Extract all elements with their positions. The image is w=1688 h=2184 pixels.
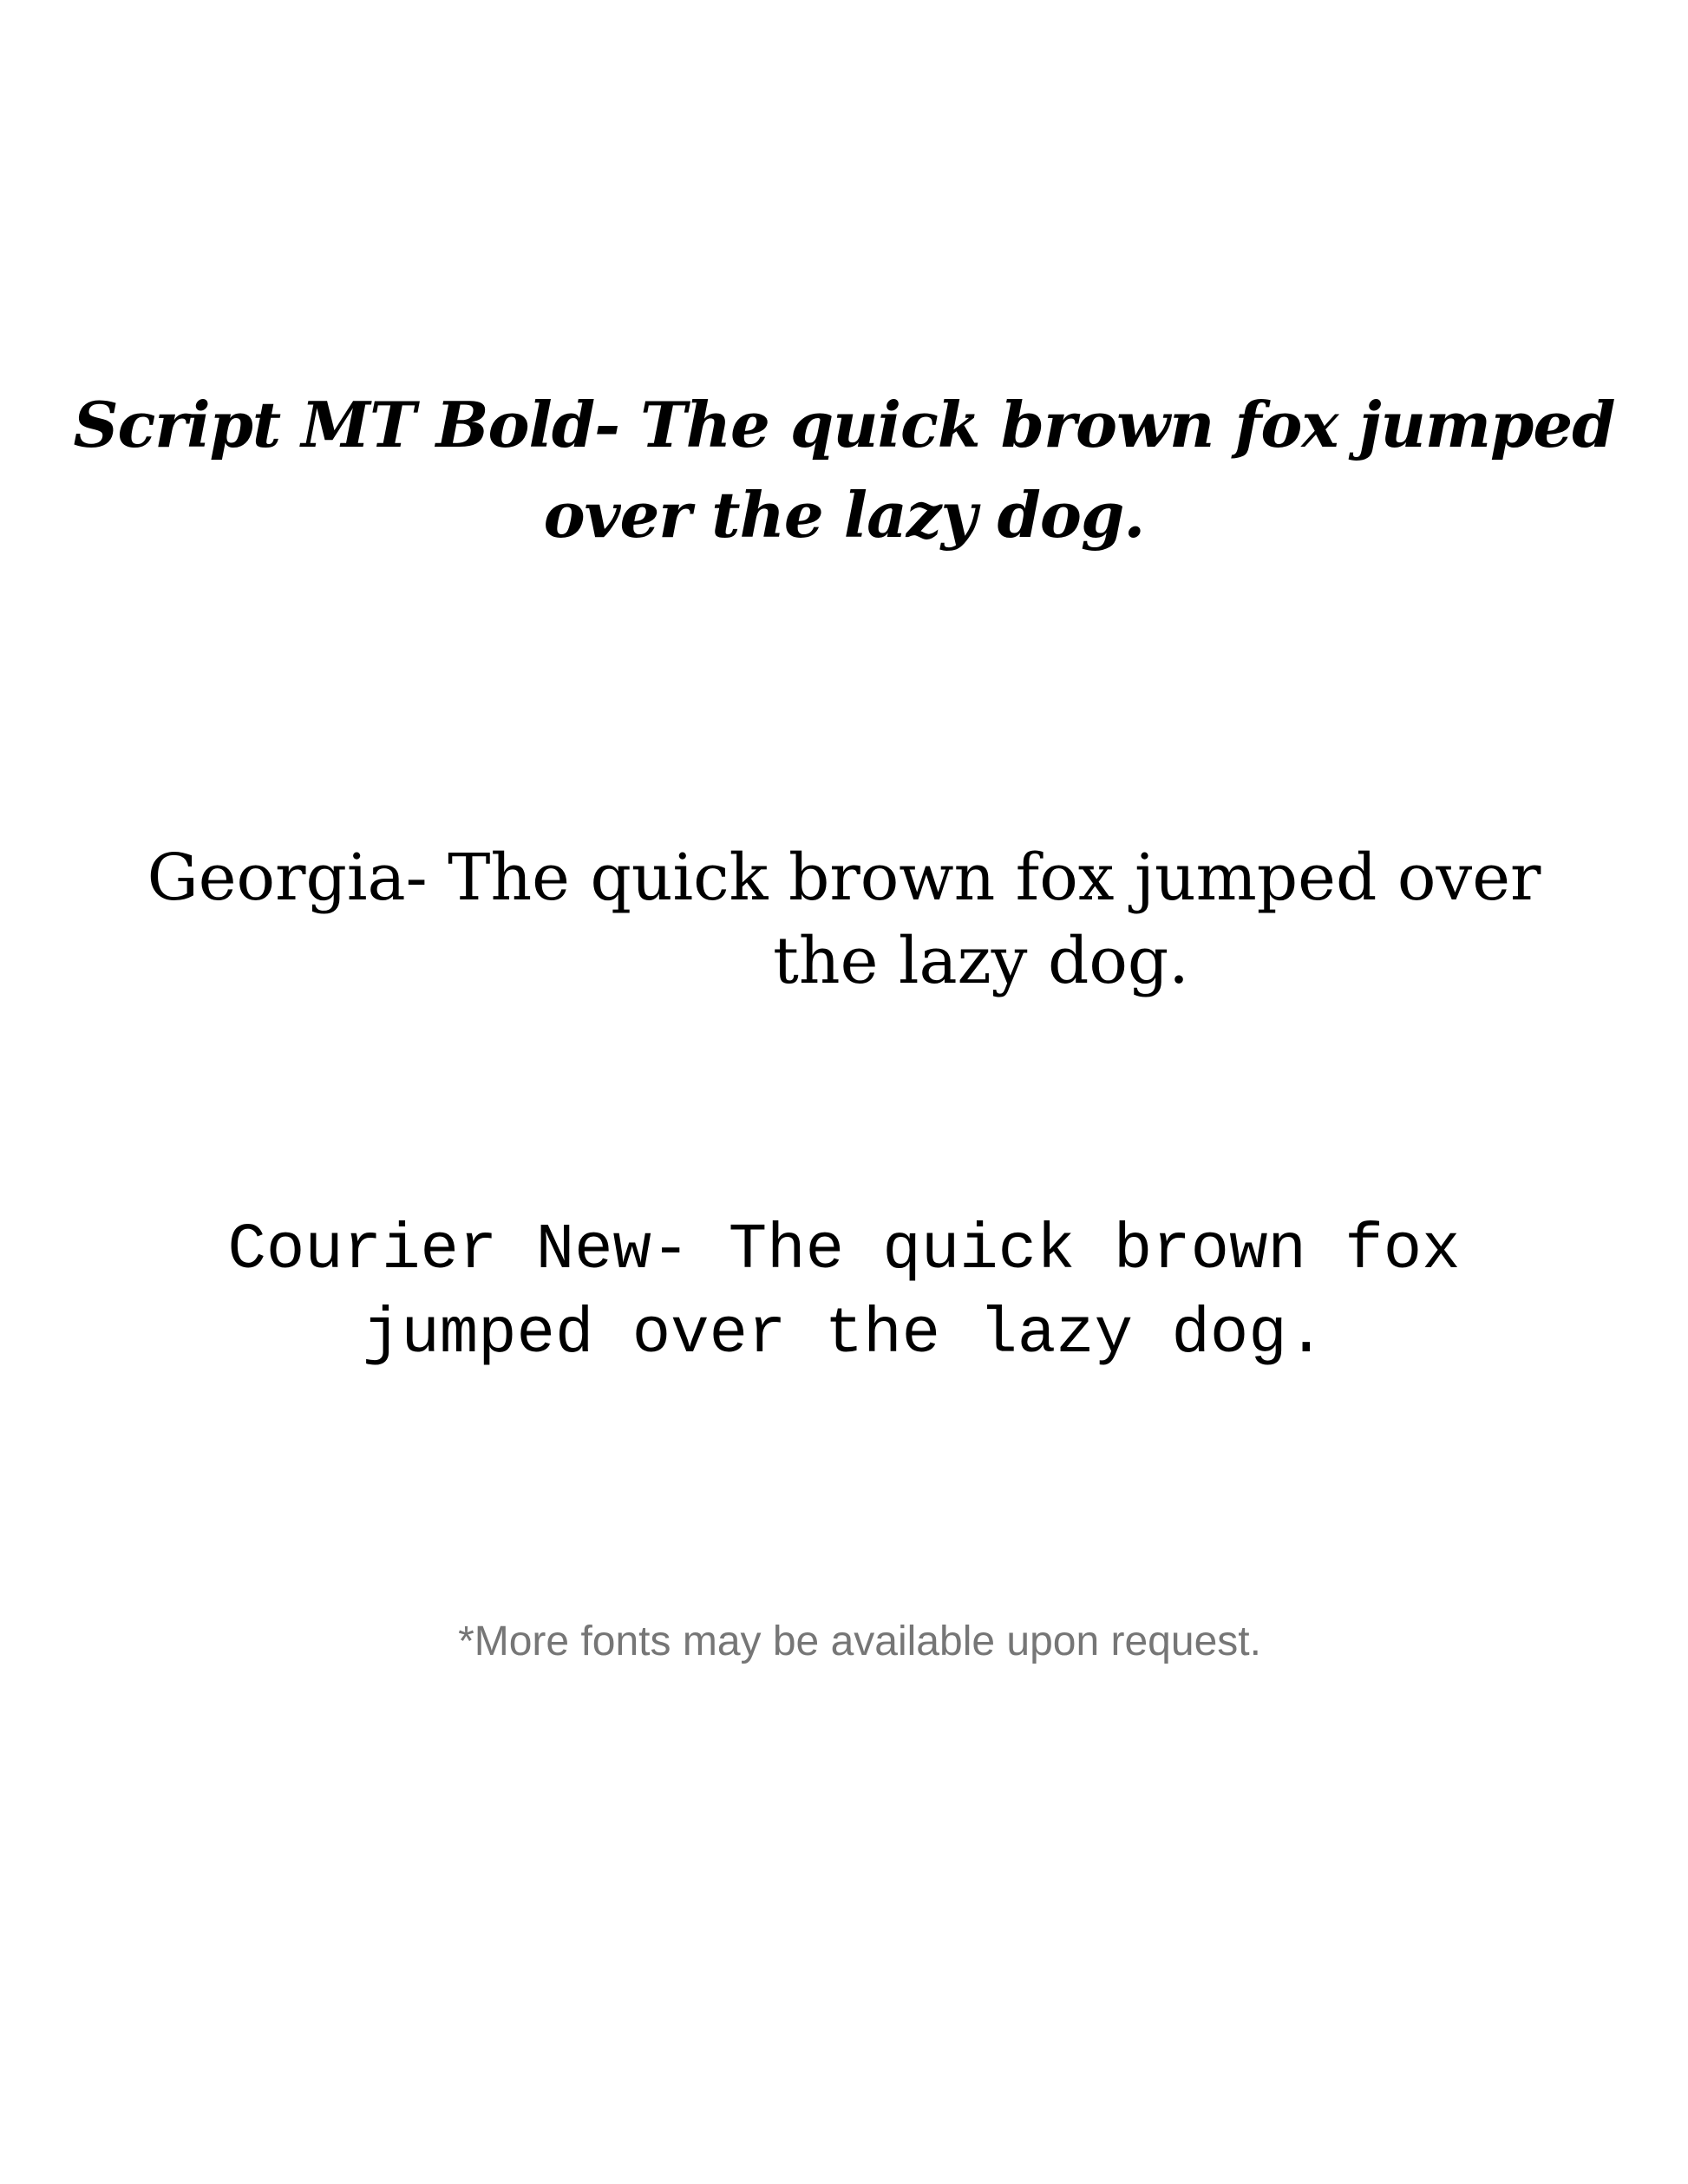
font-sample-georgia [0,836,1688,1003]
georgia-sample-line-2: the lazy dog. [773,924,1189,998]
more-fonts-footnote: *More fonts may be available upon request. [458,1618,1261,1664]
georgia-sample-line-1: Georgia- The quick brown fox jumped over [147,840,1541,915]
font-sample-script-mt-bold [0,380,1688,560]
script-mt-bold-sample-line-2: over the lazy dog. [543,478,1145,552]
courier-new-sample-line-2: jumped over the lazy dog. [362,1298,1326,1371]
font-sample-courier-new [0,1209,1688,1377]
script-mt-bold-sample-line-1: Script MT Bold- The quick brown fox jumped [73,388,1615,461]
courier-new-sample-line-1: Courier New- The quick brown fox [227,1214,1461,1287]
